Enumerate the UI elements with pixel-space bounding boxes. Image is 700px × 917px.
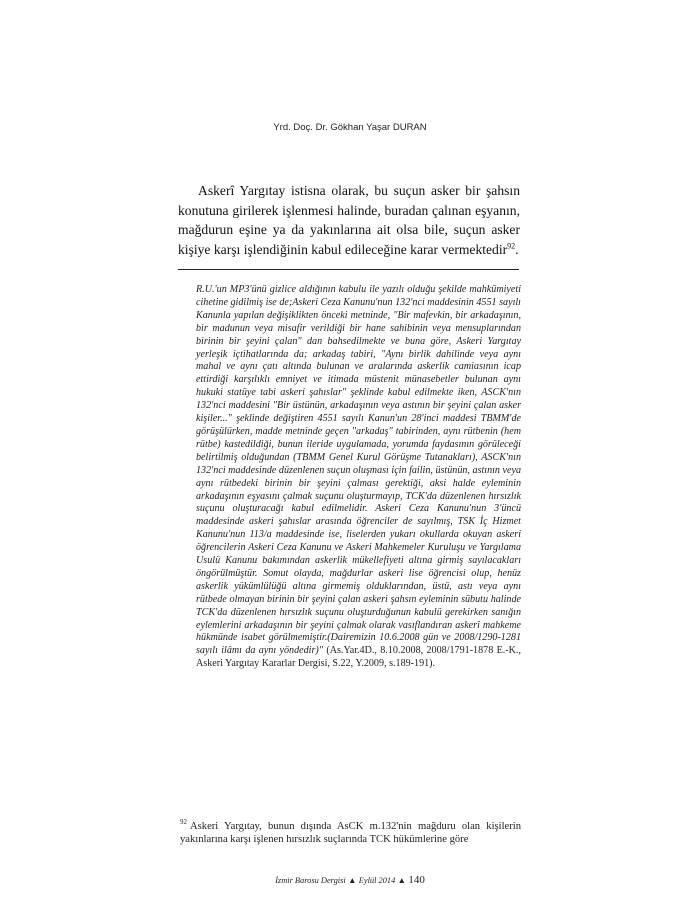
footnote-separator — [178, 269, 519, 270]
main-paragraph-period: . — [515, 241, 519, 257]
running-header — [0, 122, 700, 133]
page-number: 140 — [408, 874, 425, 886]
footnote-91-quote: R.U.'un MP3'ünü gizlice aldığının kabulu ile yazılı olduğu şekilde mahkûmiyeti cihetine gidilmiş ise de;Askeri Ceza Kanunu'nun 132'nci maddesinin 4551 sayılı Kanunla yapılan değişiklikten önceki metninde, "Bir mafevkin, bir arkadaşının, bir madunun veya misafir verildiği bir hane sahibinin veya mensuplarından birinin bir şeyini çalan" dan bahsedilmekte ve buna göre, Askeri Yargıtay yerleşik içtihatlarında da; arkadaş tabiri, "Aynı birlik dahilinde veya aynı mahal ve aynı çatı altında bulunan ve aralarında askerlik camiasının icap ettirdiği karşılıklı emniyet ve itimada müstenit münasebetler bulunan aynı hukuki statüye tabi askeri şahıslar" şeklinde kabul edilmekte iken, ASCK'nın 132'nci maddesini "Bir üstünün, arkadaşının veya astının bir şeyini çalan asker kişiler..." şeklinde değiştiren 4551 sayılı Kanun'un 28'inci maddesi TBMM'de görüşülürken, madde metninde geçen "arkadaş" tabirinden, aynı rütbenin (hem rütbe) kastedildiği, bunun ileride uygulamada, yorumda faydasının görüleceği belirtilmiş olduğundan (TBMM Genel Kurul Görüşme Tutanakları), ASCK'nın 132'nci maddesinde düzenlenen suçun oluşması için failin, üstünün, astının veya aynı rütbedeki birinin bir şeyini çalması gerektiği, aksi halde eyleminin arkadaşının eşyasını çalmak suçunu oluşturmayıp, TCK'da düzenlenen hırsızlık suçunu oluşturacağı kabul edilmelidir. Askeri Ceza Kanunu'nun 3'üncü maddesinde askeri şahıslar arasında öğrenciler de sayılmış, TSK İç Hizmet Kanunu'nun 113/a maddesinde ise, liselerden yukarı okullarda okuyan askeri öğrencilerin Askeri Ceza Kanunu ve Askeri Mahkemeler Kuruluşu ve Yargılama Usulü Kanunu bakımından askerlik mükellefiyeti altına girmiş sayılacakları öngörülmüştür. Somut olayda, mağdurlar askeri lise öğrencisi olup, henüz askerlik yükümlülüğü altına girmemiş olduklarından, üstü, astı veya aynı rütbede olmayan birinin bir şeyini çalan askeri şahsın eyleminin sübutu halinde TCK'da düzenlenen hırsızlık suçunu oluşturduğunun kabulü gerekirken sanığın eylemlerini arkadaşının bir şeyini çalmak olarak vasıflandıran askerî mahkeme hükmünde isabet görülmemiştir.(Dairemizin 10.6.2008 gün ve 2008/1290-1281 sayılı ilâmı da aynı yöndedir)" — [196, 284, 521, 657]
footnote-92-text: Askeri Yargıtay, bunun dışında AsCK m.132'nin mağduru olan kişilerin yakınlarına karşı işlenen hırsızlık suçlarında TCK hükümlerine göre — [180, 821, 521, 846]
footnote-92-mark: 92 — [180, 818, 187, 827]
footer-separator-2: ▲ — [397, 876, 406, 885]
footnote-reference-92[interactable]: 92 — [507, 241, 516, 251]
main-paragraph-text: Askerî Yargıtay istisna olarak, bu suçun asker bir şahsın konutuna girilerek işlenmesi halinde, buradan çalınan eşyanın, mağdurun eşine ya da yakınlarına ait olsa bile, suçun asker kişiye karşı işlendiğinin kabul edileceğine karar vermektedir — [178, 183, 520, 257]
footer-separator-1: ▲ — [348, 876, 357, 885]
footnote-92 — [180, 820, 521, 847]
header-author: Yrd. Doç. Dr. Gökhan Yaşar DURAN — [273, 122, 427, 133]
footnote-91-citation: (As.Yar.4D., 8.10.2008, 2008/1791-1878 E.-K., Askeri Yargıtay Kararlar Dergisi, S.22, Y.2009, s.189-191). — [196, 645, 521, 670]
footnote-91-continuation — [196, 284, 521, 671]
main-paragraph — [178, 181, 520, 259]
footer-journal: İzmir Barosu Dergisi — [275, 876, 346, 885]
footer-issue: Eylül 2014 — [358, 876, 396, 885]
running-footer — [0, 874, 700, 886]
